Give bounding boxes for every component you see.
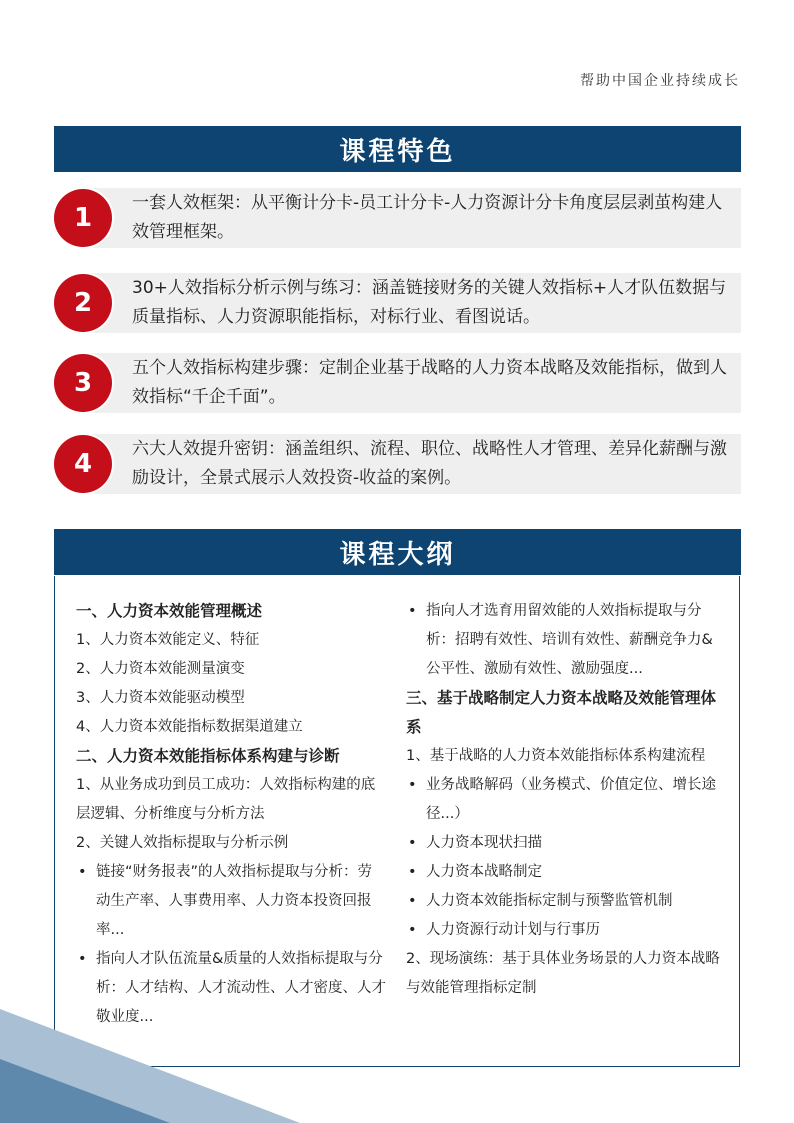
- feature-number-badge: 3: [54, 354, 112, 412]
- outline-item: 1、基于战略的人力资本效能指标体系构建流程: [406, 748, 706, 764]
- outline-item: 2、关键人效指标提取与分析示例: [76, 835, 289, 851]
- feature-number-badge: 2: [54, 274, 112, 332]
- tagline: 帮助中国企业持续成长: [580, 73, 740, 89]
- outline-heading: 三、基于战略制定人力资本战略及效能管理体系: [406, 689, 717, 736]
- feature-text: 一套人效框架：从平衡计分卡-员工计分卡-人力资源计分卡角度层层剥茧构建人效管理框架。: [132, 193, 723, 242]
- outline-bullet-item: • 指向人才选育用留效能的人效指标提取与分析：招聘有效性、培训有效性、薪酬竞争力&公平性、激励有效性、激励强度...: [406, 597, 722, 684]
- feature-item-4: [54, 434, 741, 494]
- outline-bullet-item: • 链接“财务报表”的人效指标提取与分析：劳动生产率、人事费用率、人力资本投资回报率...: [76, 858, 386, 945]
- feature-text: 六大人效提升密钥：涵盖组织、流程、职位、战略性人才管理、差异化薪酬与激励设计，全景式展示人效投资-收益的案例。: [132, 439, 727, 488]
- outline-bullet-item: • 业务战略解码（业务模式、价值定位、增长途径...）: [406, 771, 722, 829]
- outline-bullet-item: • 人力资源行动计划与行事历: [406, 916, 722, 945]
- outline-left-column: [76, 597, 386, 1032]
- outline-bullet-item: • 人力资本现状扫描: [406, 829, 722, 858]
- outline-item: 2、人力资本效能测量演变: [76, 661, 245, 677]
- feature-item-2: [54, 273, 741, 333]
- outline-right-column: [406, 597, 722, 1003]
- corner-decoration: [0, 1003, 300, 1123]
- feature-item-1: [54, 188, 741, 248]
- outline-bullet-item: • 人力资本战略制定: [406, 858, 722, 887]
- outline-bullet-item: • 指向人才队伍流量&质量的人效指标提取与分析：人才结构、人才流动性、人才密度、人才敬业度...: [76, 945, 386, 1032]
- feature-number-badge: 4: [54, 435, 112, 493]
- outline-item: 1、从业务成功到员工成功：人效指标构建的底层逻辑、分析维度与分析方法: [76, 777, 376, 822]
- outline-heading: 一、人力资本效能管理概述: [76, 602, 263, 620]
- outline-bullet-item: • 人力资本效能指标定制与预警监管机制: [406, 887, 722, 916]
- feature-text: 30+人效指标分析示例与练习：涵盖链接财务的关键人效指标+人才队伍数据与质量指标、人力资源职能指标，对标行业、看图说话。: [132, 278, 727, 327]
- feature-item-3: [54, 353, 741, 413]
- feature-number-badge: 1: [54, 189, 112, 247]
- outline-section-title: 课程大纲: [54, 529, 741, 575]
- outline-item: 1、人力资本效能定义、特征: [76, 632, 260, 648]
- outline-item: 4、人力资本效能指标数据渠道建立: [76, 719, 303, 735]
- outline-item: 3、人力资本效能驱动模型: [76, 690, 245, 706]
- feature-text: 五个人效指标构建步骤：定制企业基于战略的人力资本战略及效能指标，做到人效指标“千企千面”。: [132, 358, 727, 407]
- outline-item: 2、现场演练：基于具体业务场景的人力资本战略与效能管理指标定制: [406, 951, 720, 996]
- features-section-title: 课程特色: [54, 126, 741, 172]
- outline-heading: 二、人力资本效能指标体系构建与诊断: [76, 747, 340, 765]
